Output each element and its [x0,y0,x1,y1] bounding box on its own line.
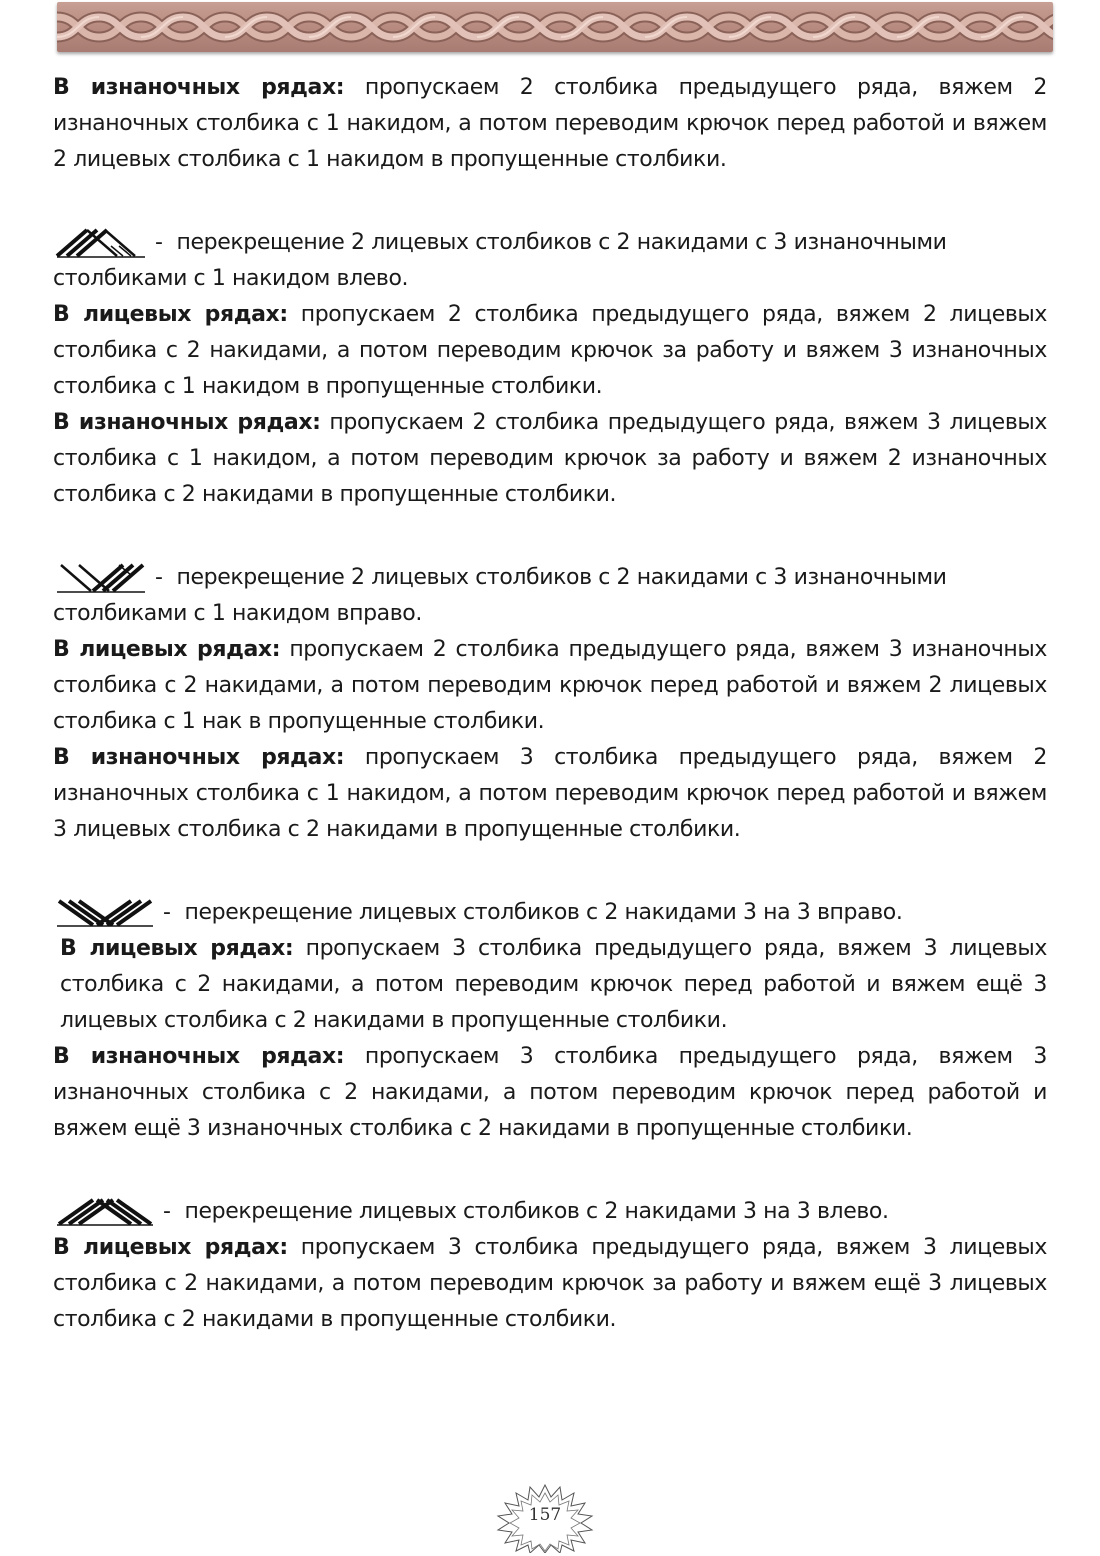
symbol-dash: - [163,1199,171,1224]
symbol-description: перекрещение 2 лицевых столбиков с 2 накидами с 3 изнаночными [176,230,947,255]
page-content [53,70,1047,1338]
row-type-label: В лицевых рядах: [53,302,288,327]
cross-2x3-right-icon [53,561,149,595]
row-type-label: В изнаночных рядах: [53,75,345,100]
cable-pattern-graphic [57,2,1053,52]
page-footer [470,1483,620,1553]
symbol-description-cont: столбиками с 1 накидом влево. [53,266,409,291]
instruction-text: пропускаем 2 столбика предыдущего ряда, вяжем 3 изнаночных столбика с 2 накидами, а потом переводим крючок перед работой и вяжем 2 лицевых столбика с 1 нак в пропущенные столбики. [53,637,1047,734]
instruction-paragraph [53,740,1047,848]
row-type-label: В изнаночных рядах: [53,410,321,435]
instruction-paragraph [53,632,1047,740]
row-type-label: В лицевых рядах: [53,1235,288,1260]
instruction-paragraph [53,1039,1047,1147]
instruction-text: пропускаем 3 столбика предыдущего ряда, вяжем 3 лицевых столбика с 2 накидами, а потом переводим крючок за работу и вяжем ещё 3 лицевых столбика с 2 накидами в пропущенные столбики. [53,1235,1047,1332]
row-type-label: В изнаночных рядах: [53,745,345,770]
instruction-text: пропускаем 2 столбика предыдущего ряда, вяжем 2 лицевых столбика с 2 накидами, а потом переводим крючок за работу и вяжем 3 изнаночных столбика с 1 накидом в пропущенные столбики. [53,302,1047,399]
row-type-label: В лицевых рядах: [53,637,281,662]
symbol-heading [53,1194,1047,1230]
instruction-paragraph [53,297,1047,405]
instruction-paragraph [53,931,1047,1039]
symbol-dash: - [155,230,163,255]
instruction-text: пропускаем 3 столбика предыдущего ряда, вяжем 3 лицевых столбика с 2 накидами, а потом переводим крючок перед работой и вяжем ещё 3 лицевых столбика с 2 накидами в пропущенные столбики. [60,936,1047,1033]
cross-2x3-left-icon [53,226,149,260]
cross-3x3-left-icon [53,1196,157,1228]
symbol-heading [53,225,1047,261]
symbol-description: перекрещение лицевых столбиков с 2 накидами 3 на 3 вправо. [184,900,903,925]
instruction-paragraph [53,405,1047,513]
instruction-text: пропускаем 3 столбика предыдущего ряда, вяжем 2 изнаночных столбика с 1 накидом, а потом переводим крючок перед работой и вяжем 3 лицевых столбика с 2 накидами в пропущенные столбики. [53,745,1048,842]
row-type-label: В лицевых рядах: [60,936,294,961]
symbol-dash: - [163,900,171,925]
instruction-text: пропускаем 3 столбика предыдущего ряда, вяжем 3 изнаночных столбика с 2 накидами, а потом переводим крючок перед работой и вяжем ещё 3 изнаночных столбика с 2 накидами в пропущенные столбики. [53,1044,1048,1141]
instruction-text: пропускаем 2 столбика предыдущего ряда, вяжем 3 лицевых столбика с 1 накидом, а потом переводим крючок за работу и вяжем 2 изнаночных столбика с 2 накидами в пропущенные столбики. [53,410,1047,507]
symbol-heading [53,895,1047,931]
cable-banner-image [57,2,1053,52]
symbol-description-cont: столбиками с 1 накидом вправо. [53,601,422,626]
symbol-description: перекрещение лицевых столбиков с 2 накидами 3 на 3 влево. [184,1199,889,1224]
instruction-text: пропускаем 2 столбика предыдущего ряда, вяжем 2 изнаночных столбика с 1 накидом, а потом переводим крючок перед работой и вяжем 2 лицевых столбика с 1 накидом в пропущенные столбики. [53,75,1048,172]
cross-3x3-right-icon [53,897,157,929]
symbol-heading [53,560,1047,596]
instruction-paragraph [53,70,1047,178]
row-type-label: В изнаночных рядах: [53,1044,345,1069]
instruction-paragraph [53,1230,1047,1338]
symbol-dash: - [155,565,163,590]
symbol-description: перекрещение 2 лицевых столбиков с 2 накидами с 3 изнаночными [176,565,947,590]
page-number: 157 [528,1505,562,1525]
